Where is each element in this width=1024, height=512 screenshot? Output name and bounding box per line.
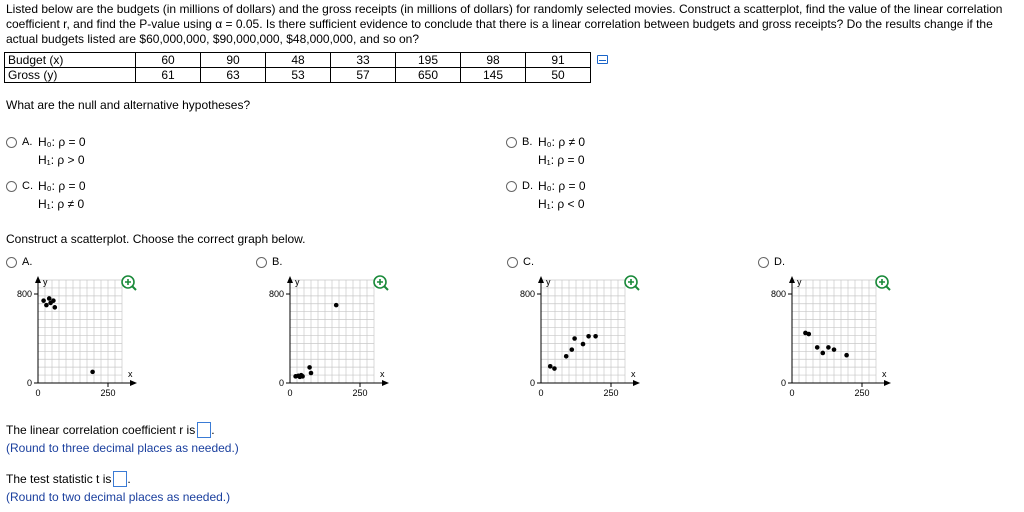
- data-point: [51, 298, 56, 303]
- table-cell: 145: [461, 68, 526, 83]
- data-point: [307, 365, 312, 370]
- hypothesis-option-b[interactable]: [506, 135, 585, 169]
- y-tick-label: 800: [16, 289, 32, 299]
- data-point: [548, 364, 553, 369]
- alternative-hypothesis: H₁: ρ = 0: [538, 153, 585, 167]
- x-tick-label: 250: [854, 388, 870, 398]
- data-point: [844, 353, 849, 358]
- data-point: [552, 366, 557, 371]
- graph-option-a[interactable]: [6, 255, 32, 268]
- table-cell: 650: [396, 68, 461, 83]
- x-axis-label: x: [128, 369, 133, 379]
- alternative-hypothesis: H₁: ρ > 0: [38, 153, 85, 167]
- x-axis-arrow: [884, 380, 891, 386]
- radio-button[interactable]: [506, 181, 517, 192]
- null-hypothesis: H₀: ρ ≠ 0: [538, 135, 586, 149]
- x-origin-label: 0: [35, 388, 41, 398]
- x-tick-label: 250: [100, 388, 116, 398]
- data-table: [4, 52, 591, 83]
- y-axis-arrow: [287, 276, 293, 283]
- graph-option-c[interactable]: [507, 255, 534, 268]
- table-cell: 60: [136, 53, 201, 68]
- x-origin-label: 0: [287, 388, 293, 398]
- radio-button[interactable]: [256, 257, 267, 268]
- data-point: [815, 345, 820, 350]
- x-axis-arrow: [382, 380, 389, 386]
- t-question-label: The test statistic t is: [6, 472, 112, 486]
- data-point: [593, 334, 598, 339]
- table-row-label: Gross (y): [5, 68, 136, 83]
- alternative-hypothesis: H₁: ρ ≠ 0: [38, 197, 85, 211]
- data-point: [807, 332, 812, 337]
- data-point: [41, 298, 46, 303]
- table-cell: 33: [331, 53, 396, 68]
- y-axis-label: y: [295, 277, 300, 287]
- table-cell: 50: [526, 68, 591, 83]
- table-cell: 195: [396, 53, 461, 68]
- data-point: [47, 296, 52, 301]
- graph-option-d[interactable]: [758, 255, 785, 268]
- zoom-in-icon[interactable]: [374, 276, 388, 290]
- scatterplot-b: [252, 270, 392, 405]
- y-axis-label: y: [797, 277, 802, 287]
- data-point: [581, 342, 586, 347]
- table-cell: 48: [266, 53, 331, 68]
- table-row: [5, 53, 591, 68]
- option-letter: A.: [22, 136, 33, 148]
- option-letter: B.: [272, 255, 283, 268]
- y-origin-label: 0: [780, 378, 786, 388]
- data-point: [44, 303, 49, 308]
- graph-option-b[interactable]: [256, 255, 282, 268]
- alternative-hypothesis: H₁: ρ < 0: [538, 197, 585, 211]
- x-origin-label: 0: [538, 388, 544, 398]
- radio-button[interactable]: [507, 257, 518, 268]
- y-origin-label: 0: [278, 378, 284, 388]
- option-letter: B.: [522, 136, 533, 148]
- null-hypothesis: H₀: ρ = 0: [38, 135, 86, 149]
- data-point: [309, 371, 314, 376]
- x-origin-label: 0: [789, 388, 795, 398]
- table-row: [5, 68, 591, 83]
- zoom-in-icon[interactable]: [625, 276, 639, 290]
- option-letter: D.: [522, 180, 533, 192]
- y-tick-label: 800: [770, 289, 786, 299]
- y-axis-label: y: [43, 277, 48, 287]
- hypothesis-option-d[interactable]: [506, 179, 586, 213]
- y-origin-label: 0: [529, 378, 535, 388]
- hypotheses-question: What are the null and alternative hypotheses?: [6, 98, 251, 112]
- r-rounding-hint: (Round to three decimal places as needed.): [6, 441, 239, 455]
- table-cell: 53: [266, 68, 331, 83]
- data-point: [570, 347, 575, 352]
- hypothesis-option-c[interactable]: [6, 179, 86, 213]
- hypothesis-option-a[interactable]: [6, 135, 86, 169]
- r-answer-input[interactable]: [197, 422, 211, 438]
- option-letter: A.: [22, 255, 33, 268]
- data-point: [334, 303, 339, 308]
- null-hypothesis: H₀: ρ = 0: [38, 179, 86, 193]
- data-point: [90, 370, 95, 375]
- radio-button[interactable]: [506, 137, 517, 148]
- x-tick-label: 250: [352, 388, 368, 398]
- y-tick-label: 800: [268, 289, 284, 299]
- table-cell: 57: [331, 68, 396, 83]
- data-point: [826, 345, 831, 350]
- table-cell: 63: [201, 68, 266, 83]
- table-row-label: Budget (x): [5, 53, 136, 68]
- data-point: [53, 305, 58, 310]
- x-axis-label: x: [882, 369, 887, 379]
- radio-button[interactable]: [6, 137, 17, 148]
- radio-button[interactable]: [6, 181, 17, 192]
- radio-button[interactable]: [758, 257, 769, 268]
- r-question: The linear correlation coefficient r is .: [6, 423, 215, 437]
- scatterplot-question: Construct a scatterplot. Choose the correct graph below.: [6, 232, 306, 246]
- data-point: [572, 336, 577, 341]
- x-axis-label: x: [380, 369, 385, 379]
- x-axis-arrow: [130, 380, 137, 386]
- radio-button[interactable]: [6, 257, 17, 268]
- table-cell: 90: [201, 53, 266, 68]
- table-cell: 91: [526, 53, 591, 68]
- table-cell: 61: [136, 68, 201, 83]
- y-axis-arrow: [35, 276, 41, 283]
- zoom-in-icon[interactable]: [122, 276, 136, 290]
- scatterplot-d: [754, 270, 894, 405]
- y-origin-label: 0: [26, 378, 32, 388]
- option-letter: D.: [774, 255, 785, 268]
- x-axis-arrow: [633, 380, 640, 386]
- x-tick-label: 250: [603, 388, 619, 398]
- scatterplot-a: [0, 270, 140, 405]
- option-letter: C.: [22, 180, 33, 192]
- x-axis-label: x: [631, 369, 636, 379]
- scatterplot-c: [503, 270, 643, 405]
- r-question-label: The linear correlation coefficient r is: [6, 423, 196, 437]
- y-tick-label: 800: [519, 289, 535, 299]
- copy-table-icon[interactable]: [597, 55, 608, 64]
- option-letter: C.: [523, 255, 534, 268]
- data-point: [586, 334, 591, 339]
- data-point: [821, 351, 826, 356]
- t-answer-input[interactable]: [113, 471, 127, 487]
- problem-statement: Listed below are the budgets (in millions of dollars) and the gross receipts (in millions of dollars) for randomly selected movies. Construct a scatterplot, find the value of the linear correlation coefficient r, and find the P-value using α = 0.05. Is there sufficient evidence to conclude that there is a linear correlation between budgets and gross receipts? Do the results change if the actual budgets listed are $60,000,000, $90,000,000, $48,000,000, and so on?: [6, 2, 1003, 46]
- y-axis-arrow: [789, 276, 795, 283]
- null-hypothesis: H₀: ρ = 0: [538, 179, 586, 193]
- data-point: [300, 374, 305, 379]
- t-question: The test statistic t is .: [6, 472, 131, 486]
- y-axis-arrow: [538, 276, 544, 283]
- y-axis-label: y: [546, 277, 551, 287]
- data-point: [564, 354, 569, 359]
- zoom-in-icon[interactable]: [876, 276, 890, 290]
- table-cell: 98: [461, 53, 526, 68]
- t-rounding-hint: (Round to two decimal places as needed.): [6, 490, 231, 504]
- data-point: [832, 347, 837, 352]
